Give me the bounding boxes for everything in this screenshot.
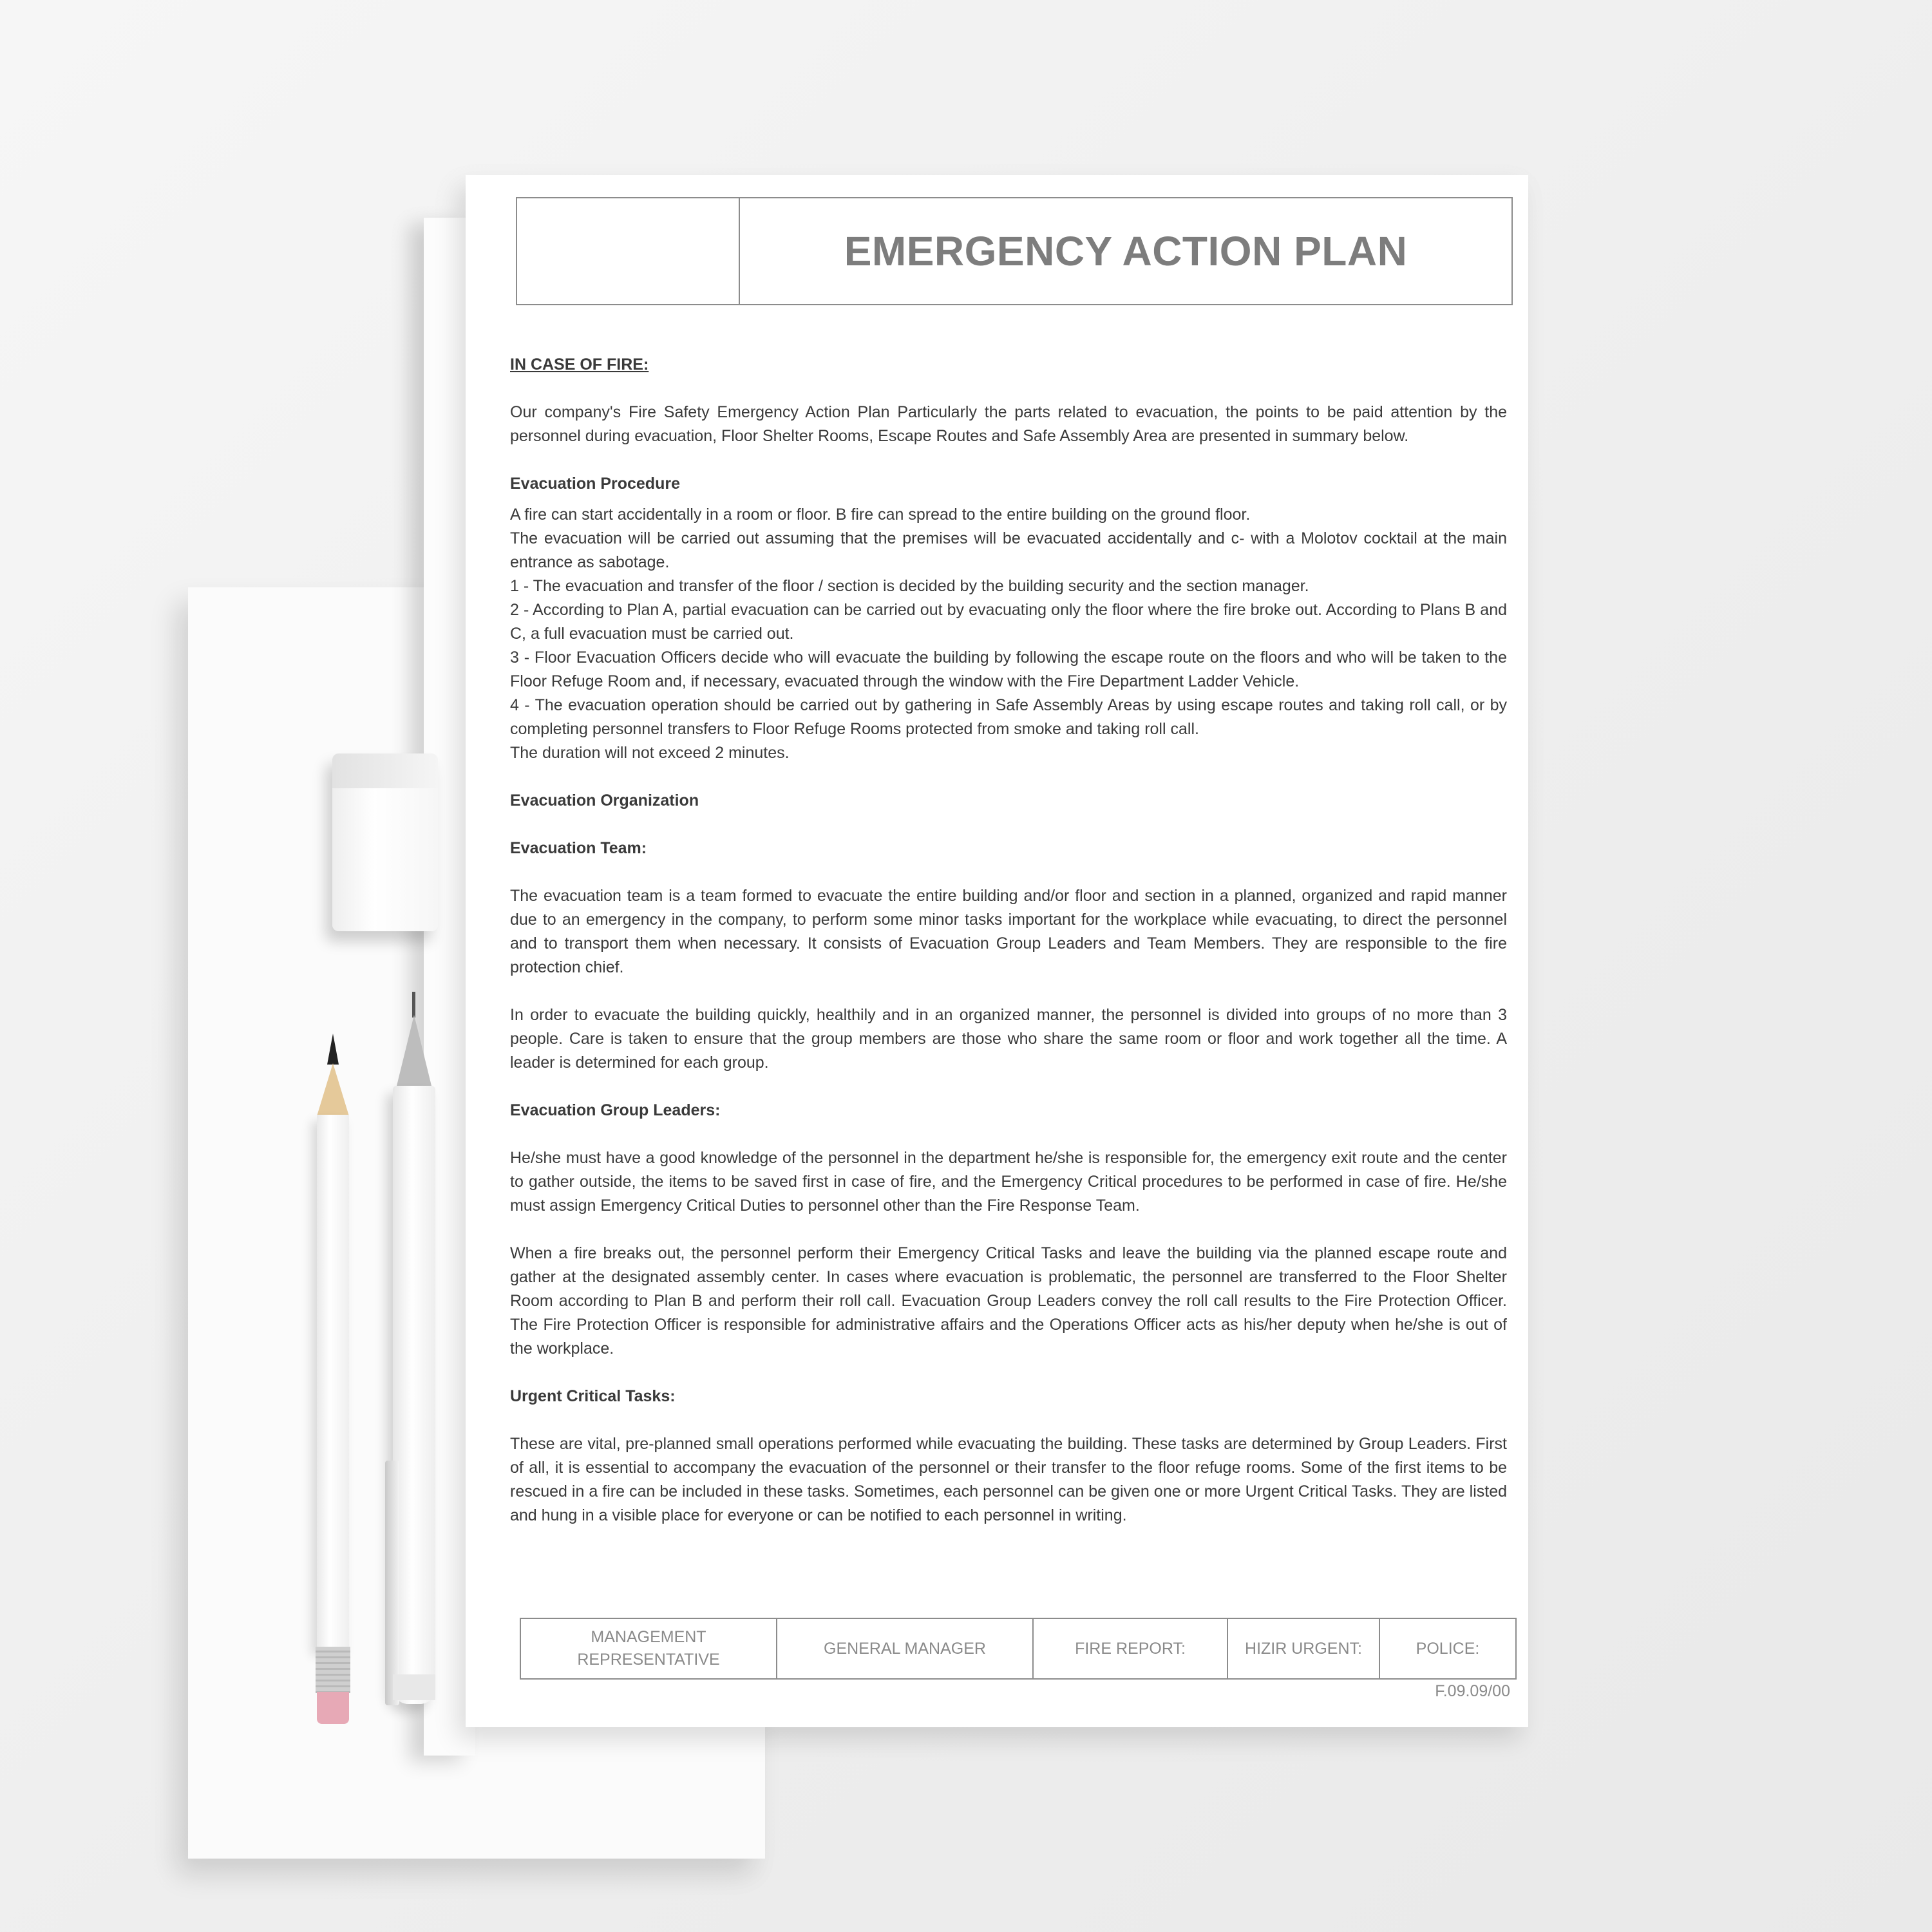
pencil-lead bbox=[327, 1034, 339, 1065]
pen-cone bbox=[397, 1015, 431, 1086]
fire-report-cell: FIRE REPORT: bbox=[1034, 1619, 1228, 1678]
procedure-line: 3 - Floor Evacuation Officers decide who will evacuate the building by following the escape route on the floors and who will be taken to the Floor Refuge Room and, if necessary, evacuated through the window with the Fire Department Ladder Vehicle. bbox=[510, 649, 1507, 690]
eraser-sleeve bbox=[332, 753, 438, 788]
document-page bbox=[466, 175, 1528, 1727]
group-leaders-paragraph: When a fire breaks out, the personnel perform their Emergency Critical Tasks and leave the building via the planned escape route and gather at the designated assembly center. In cases where evacuation is problematic, the personnel are transferred to the Floor Shelter Room according to Plan B and perform their roll call. Evacuation Group Leaders convey the roll call results to the Fire Protection Officer. The Fire Protection Officer is responsible for administrative affairs and the Operations Officer acts as his/her deputy when he/she is out of the workplace. bbox=[510, 1244, 1507, 1358]
evacuation-team-paragraph: The evacuation team is a team formed to evacuate the entire building and/or floor and section in a planned, organized and rapid manner due to an emergency in the company, to perform some minor tasks important for the workplace while evacuating, to direct the personnel and to transport them when necessary. It consists of Evacuation Group Leaders and Team Members. They are responsible to the fire protection chief. bbox=[510, 887, 1507, 976]
management-representative-cell: MANAGEMENT REPRESENTATIVE bbox=[521, 1619, 777, 1678]
urgent-tasks-paragraph: These are vital, pre-planned small operations performed while evacuating the building. These tasks are determined by Group Leaders. First of all, it is essential to accompany the evacuation of the personnel or their transfer to the floor refuge rooms. Some of the first items to be rescued in a fire can be included in these tasks. Sometimes, each personnel can be given one or more Urgent Critical Tasks. They are listed and hung in a visible place for everyone or can be notified to each personnel in writing. bbox=[510, 1435, 1507, 1524]
intro-paragraph: Our company's Fire Safety Emergency Action Plan Particularly the parts related to evacuation, the points to be paid attention by the personnel during evacuation, Floor Shelter Rooms, Escape Routes and Safe Assembly Area are presented in summary below. bbox=[510, 403, 1507, 445]
header-box bbox=[516, 197, 1513, 305]
procedure-line: 1 - The evacuation and transfer of the floor / section is decided by the building security and the section manager. bbox=[510, 577, 1309, 595]
urgent-tasks-heading: Urgent Critical Tasks: bbox=[510, 1387, 676, 1405]
hizir-urgent-cell: HIZIR URGENT: bbox=[1228, 1619, 1380, 1678]
procedure-line: The evacuation will be carried out assuming that the premises will be evacuated accidentally and c- with a Molotov cocktail at the main entrance as sabotage. bbox=[510, 529, 1507, 571]
evacuation-team-paragraph: In order to evacuate the building quickly, healthily and in an organized manner, the personnel is divided into groups of no more than 3 people. Care is taken to ensure that the group members are those who share the same room or floor and work together all the time. A leader is determined for each group. bbox=[510, 1006, 1507, 1072]
general-manager-cell: GENERAL MANAGER bbox=[777, 1619, 1034, 1678]
group-leaders-paragraph: He/she must have a good knowledge of the personnel in the department he/she is responsible for, the emergency exit route and the center to gather outside, the items to be saved first in case of fire, and the Emergency Critical procedures to be performed in case of fire. He/she must assign Emergency Critical Duties to personnel other than the Fire Response Team. bbox=[510, 1149, 1507, 1215]
evacuation-procedure-heading: Evacuation Procedure bbox=[510, 475, 680, 493]
mechanical-pencil-icon bbox=[385, 992, 443, 1732]
pencil-ferrule bbox=[316, 1647, 350, 1693]
procedure-line: 4 - The evacuation operation should be carried out by gathering in Safe Assembly Areas by using escape routes and taking roll call, or by completing personnel transfers to Floor Refuge Rooms protected from smoke and taking roll call. bbox=[510, 696, 1507, 738]
pen-lead-sleeve bbox=[412, 992, 415, 1018]
pencil-rubber bbox=[317, 1692, 349, 1724]
evacuation-team-heading: Evacuation Team: bbox=[510, 839, 647, 857]
pen-clip bbox=[385, 1461, 399, 1705]
document-title: EMERGENCY ACTION PLAN bbox=[844, 228, 1408, 274]
eraser-icon bbox=[332, 753, 438, 931]
logo-cell bbox=[517, 198, 740, 304]
procedure-line: A fire can start accidentally in a room or floor. B fire can spread to the entire building on the ground floor. bbox=[510, 506, 1251, 524]
procedure-line: 2 - According to Plan A, partial evacuation can be carried out by evacuating only the floor where the fire broke out. According to Plans B and C, a full evacuation must be carried out. bbox=[510, 601, 1507, 643]
pencil-icon bbox=[314, 1034, 350, 1736]
document-body bbox=[510, 353, 1507, 1528]
pen-cap-ring bbox=[393, 1674, 435, 1700]
evacuation-organization-heading: Evacuation Organization bbox=[510, 791, 699, 810]
signature-table bbox=[520, 1618, 1517, 1680]
police-cell: POLICE: bbox=[1416, 1639, 1480, 1658]
section-heading: IN CASE OF FIRE: bbox=[510, 355, 649, 374]
pencil-body bbox=[317, 1115, 349, 1649]
group-leaders-heading: Evacuation Group Leaders: bbox=[510, 1101, 721, 1119]
document-code: F.09.09/00 bbox=[1435, 1682, 1510, 1700]
pencil-wood-tip bbox=[317, 1063, 349, 1116]
procedure-line: The duration will not exceed 2 minutes. bbox=[510, 744, 790, 762]
